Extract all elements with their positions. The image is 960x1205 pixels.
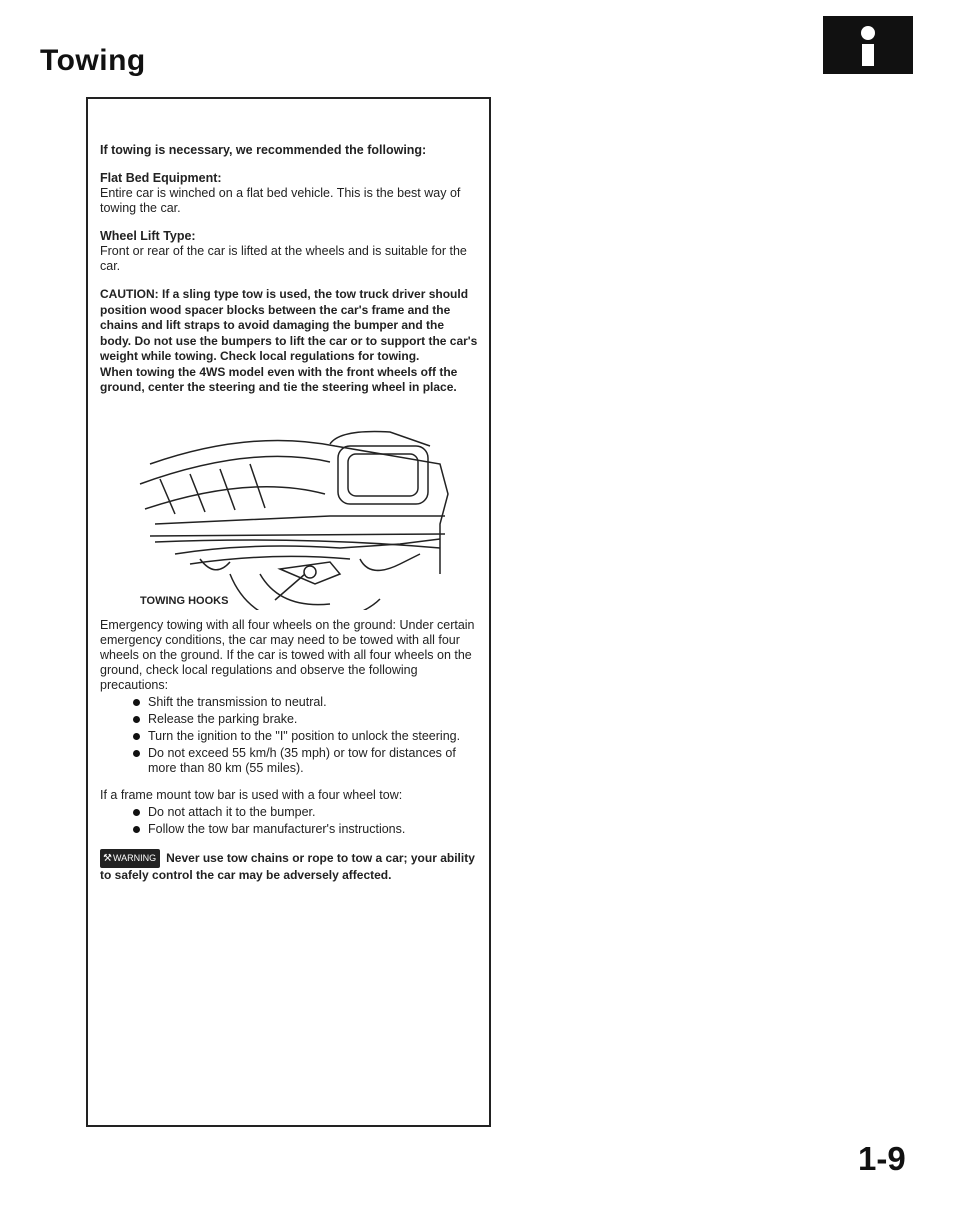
panel-content [100,143,478,896]
wheel-lift-heading: Wheel Lift Type: [100,229,196,243]
info-icon [823,16,913,74]
caution-block [100,287,478,396]
list-item: Follow the tow bar manufacturer's instructions. [132,822,478,837]
flat-bed-section [100,171,478,216]
list-item: Do not exceed 55 km/h (35 mph) or tow for distances of more than 80 km (55 miles). [132,746,478,776]
info-icon-bar [862,44,874,66]
warning-badge-label: WARNING [112,852,157,863]
list-item: Do not attach it to the bumper. [132,805,478,820]
wrench-icon: ⚒ [103,852,112,864]
flat-bed-heading: Flat Bed Equipment: [100,171,222,185]
emergency-bullets [100,695,478,776]
list-item: Turn the ignition to the "I" position to unlock the steering. [132,729,478,744]
wheel-lift-section [100,229,478,274]
page-number: 1-9 [858,1140,906,1177]
content-panel [86,97,491,1127]
flat-bed-text: Entire car is winched on a flat bed vehicle. This is the best way of towing the car. [100,186,461,215]
warning-text: Never use tow chains or rope to tow a car; your ability to safely control the car may be adversely affected. [100,850,475,882]
list-item: Release the parking brake. [132,712,478,727]
list-item: Shift the transmission to neutral. [132,695,478,710]
towing-hooks-illustration [100,424,478,610]
intro-text: If towing is necessary, we recommended the following: [100,143,427,157]
emergency-text: Emergency towing with all four wheels on the ground: Under certain emergency conditions, the car may need to be towed with all four wheels on the ground. If the car is towed with all four wheels on the ground, check local regulations and observe the following precautions: [100,617,475,692]
illustration-label: TOWING HOOKS [140,594,229,607]
wheel-lift-text: Front or rear of the car is lifted at the wheels and is suitable for the car. [100,244,467,273]
page-title: Towing [40,44,146,77]
frame-mount-bullets [100,805,478,837]
info-icon-dot [861,26,875,40]
caution-text: CAUTION: If a sling type tow is used, the tow truck driver should position wood spacer blocks between the car's frame and the chains and lift straps to avoid damaging the bumper and the body. Do not use the bumpers to lift the car or to support the car's weight while towing. Check local regulations for towing. [100,287,478,363]
frame-mount-text: If a frame mount tow bar is used with a four wheel tow: [100,787,403,802]
warning-badge [100,849,160,868]
warning-block [100,849,478,883]
caution-text-4ws: When towing the 4WS model even with the front wheels off the ground, center the steering and tie the steering wheel in place. [100,364,458,394]
towing-hooks-drawing [100,424,478,610]
